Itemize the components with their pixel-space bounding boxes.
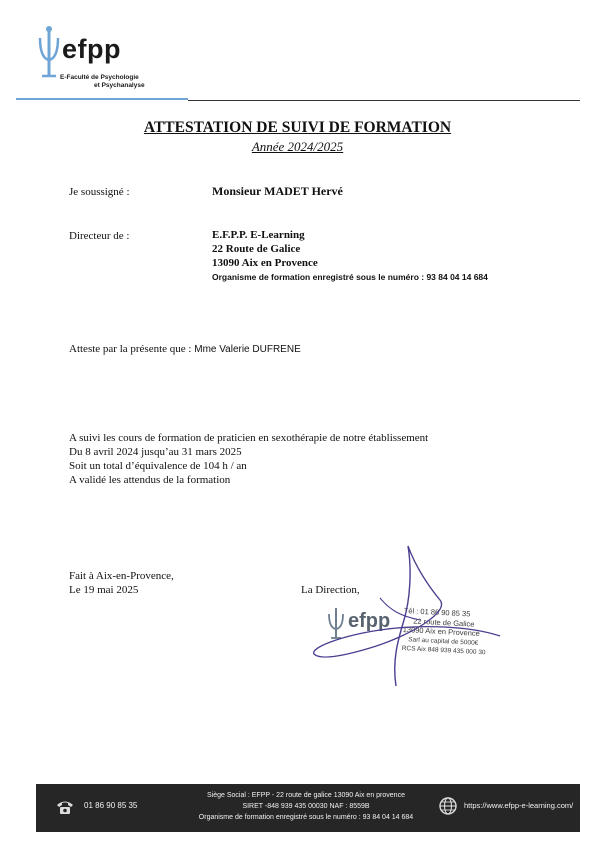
stamp-capital: Sarl au capital de 5000€ [408,635,479,647]
footer-siege: Siège Social : EFPP - 22 route de galice 13090 Aix en provence [207,792,405,799]
attest-line [69,342,301,357]
closing-place: Fait à Aix-en-Provence, [69,570,174,582]
body-line: Du 8 avril 2024 jusqu’au 31 mars 2025 [69,446,242,458]
phone-icon [55,799,75,815]
stamp-logo-word: efpp [348,610,391,632]
document-title: ATTESTATION DE SUIVI DE FORMATION [143,119,452,136]
closing-direction: La Direction, [301,584,360,596]
document-subtitle: Année 2024/2025 [251,139,344,154]
footer-website-link[interactable]: https://www.efpp-e-learning.com/ [464,801,574,810]
body-line: Soit un total d’équivalence de 104 h / an [69,460,247,472]
body-line: A validé les attendus de la formation [69,474,231,486]
org-registration: Organisme de formation enregistré sous le numéro : 93 84 04 14 684 [212,272,488,282]
body-line: A suivi les cours de formation de praticien en sexothérapie de notre établissement [69,432,429,444]
header-accent-rule [16,98,188,100]
closing-date: Le 19 mai 2025 [69,584,139,596]
org-street: 22 Route de Galice [212,243,301,255]
stamp-rcs: RCS Aix 848 939 435 000 30 [401,644,486,657]
attest-name: Mme Valerie DUFRENE [194,344,301,355]
directeur-label: Directeur de : [69,230,130,242]
org-city: 13090 Aix en Provence [212,257,318,269]
org-name: E.F.P.P. E-Learning [212,229,305,241]
soussigne-label: Je soussigné : [69,186,130,198]
header-rule [188,100,580,101]
attest-label: Atteste par la présente que : [69,343,192,355]
footer-siret: SIRET -848 939 435 00030 NAF : 8559B [242,803,370,810]
stamp-tel: Tél : 01 86 90 85 35 [403,606,471,619]
globe-icon [438,796,458,816]
logo-subtitle-line2: et Psychanalyse [94,82,145,89]
footer-phone: 01 86 90 85 35 [84,801,138,810]
footer-center [146,790,466,823]
logo-subtitle-line1: E-Faculté de Psychologie [60,74,139,81]
footer-organisme: Organisme de formation enregistré sous le numéro : 93 84 04 14 684 [198,814,414,821]
soussigne-value: Monsieur MADET Hervé [212,184,343,198]
handwritten-signature [300,540,530,690]
stamp-street: 22 route de Galice [413,616,475,629]
stamp-city: 13090 Aix en Provence [402,624,481,638]
page-footer [36,784,580,832]
logo-wordmark: efpp [62,34,121,64]
